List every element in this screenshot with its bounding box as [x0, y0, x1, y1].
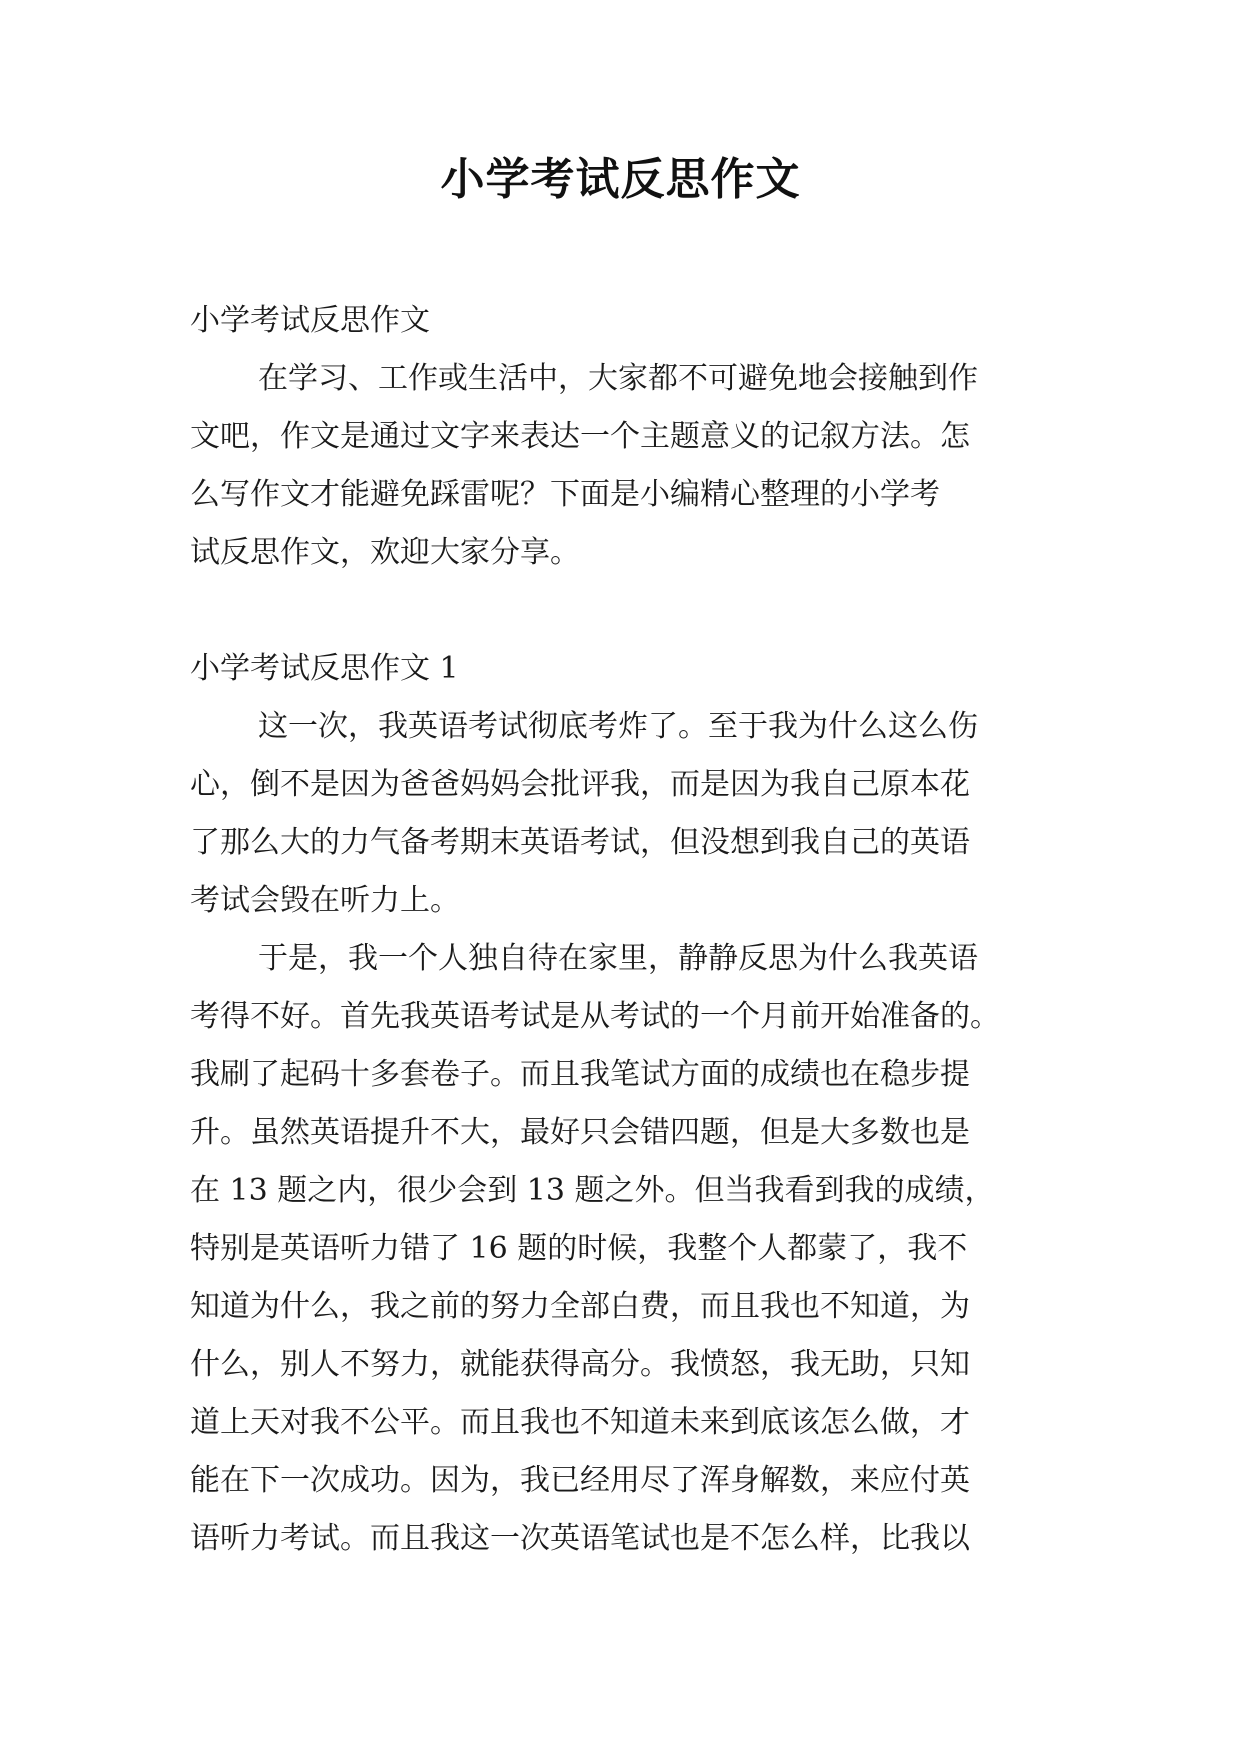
text-line: 在学习、工作或生活中，大家都不可避免地会接触到作: [258, 361, 978, 396]
text-line: 这一次，我英语考试彻底考炸了。至于我为什么这么伤: [258, 709, 978, 744]
text-line: 什么，别人不努力，就能获得高分。我愤怒，我无助，只知: [190, 1347, 970, 1382]
text-line: 知道为什么，我之前的努力全部白费，而且我也不知道，为: [190, 1289, 970, 1324]
text-line: 特别是英语听力错了 16 题的时候，我整个人都蒙了，我不: [190, 1231, 968, 1266]
text-line: 道上天对我不公平。而且我也不知道未来到底该怎么做，才: [190, 1405, 970, 1440]
paragraph-1: [190, 698, 1052, 930]
text-line: 在 13 题之内，很少会到 13 题之外。但当我看到我的成绩，: [190, 1173, 995, 1208]
text-line: 了那么大的力气备考期末英语考试，但没想到我自己的英语: [190, 825, 970, 860]
text-line: 能在下一次成功。因为，我已经用尽了浑身解数，来应付英: [190, 1463, 970, 1498]
text-line: 心，倒不是因为爸爸妈妈会批评我，而是因为我自己原本花: [190, 767, 970, 802]
text-line: 我刷了起码十多套卷子。而且我笔试方面的成绩也在稳步提: [190, 1057, 970, 1092]
text-line: 么写作文才能避免踩雷呢？下面是小编精心整理的小学考: [190, 477, 940, 512]
paragraph-gap: [190, 582, 1052, 640]
document-body: [190, 292, 1052, 1568]
text-line: 考得不好。首先我英语考试是从考试的一个月前开始准备的。: [190, 999, 1000, 1034]
paragraph-2: [190, 930, 1052, 1568]
document-title: 小学考试反思作文: [440, 154, 801, 205]
text-line: 语听力考试。而且我这一次英语笔试也是不怎么样，比我以: [190, 1521, 970, 1556]
intro-paragraph: [190, 350, 1052, 582]
text-line: 试反思作文，欢迎大家分享。: [190, 535, 580, 570]
section-heading: 小学考试反思作文 1: [190, 651, 459, 686]
text-line: 于是，我一个人独自待在家里，静静反思为什么我英语: [258, 941, 978, 976]
text-line: 文吧，作文是通过文字来表达一个主题意义的记叙方法。怎: [190, 419, 970, 454]
document-subtitle: 小学考试反思作文: [190, 303, 430, 338]
text-line: 升。虽然英语提升不大，最好只会错四题，但是大多数也是: [190, 1115, 970, 1150]
text-line: 考试会毁在听力上。: [190, 883, 460, 918]
